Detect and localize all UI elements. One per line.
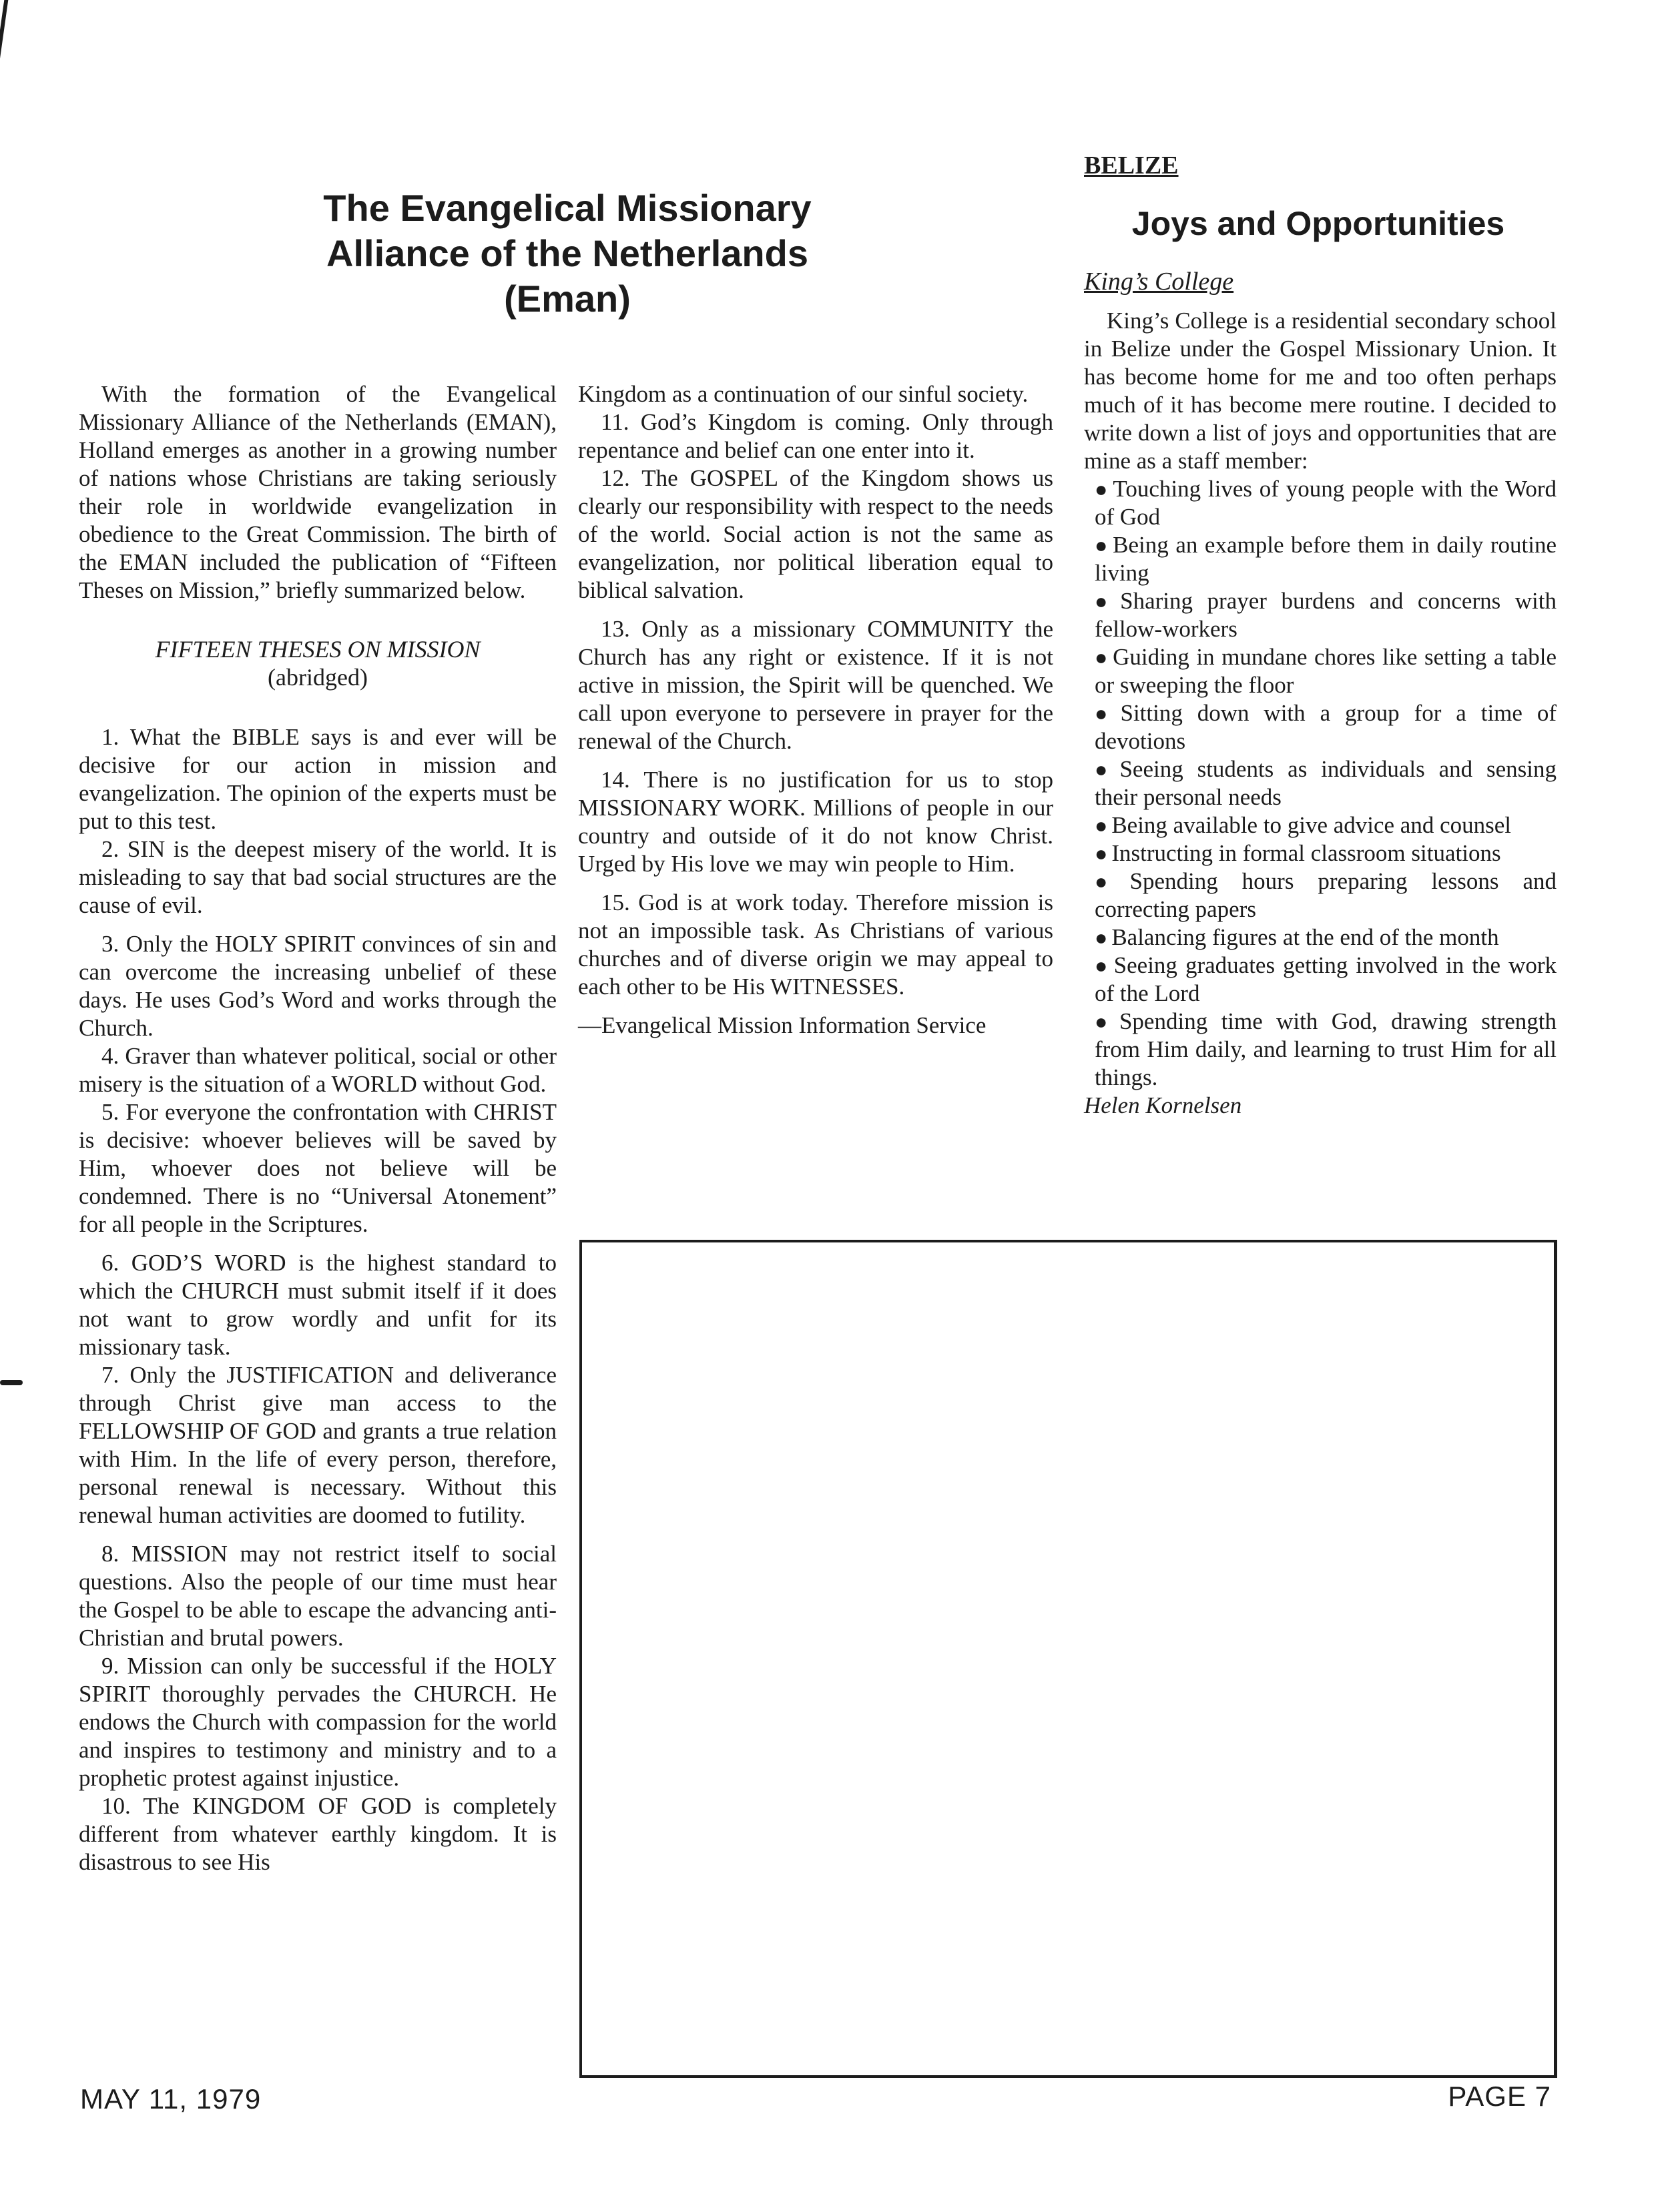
list-item: ● Sharing prayer burdens and concerns with fellow-workers — [1095, 588, 1557, 642]
footer-page-number: PAGE 7 — [1448, 2081, 1551, 2112]
belize-column — [1084, 307, 1557, 1120]
article-column-1 — [79, 380, 557, 1876]
list-item: ● Sitting down with a group for a time of devotions — [1095, 700, 1557, 754]
article-title-line-1: The Evangelical Missionary — [323, 187, 812, 229]
thesis-10-continued: Kingdom as a continuation of our sinful society. — [578, 381, 1029, 407]
bullet-dot-icon: ● — [1095, 589, 1117, 613]
article-title-line-2: Alliance of the Netherlands — [326, 232, 808, 274]
thesis-1: 1. What the BIBLE says is and ever will be decisive for our action in mission and evangelization. The opinion of the experts must be put to this test. — [79, 724, 557, 834]
bullet-dot-icon: ● — [1095, 701, 1117, 725]
bullet-dot-icon: ● — [1095, 841, 1108, 865]
scan-edge-mark — [0, 1380, 23, 1385]
scan-corner-mark — [0, 0, 8, 60]
bullet-dot-icon: ● — [1095, 869, 1126, 893]
list-item: ● Spending time with God, drawing strength from Him daily, and learning to trust Him for all things. — [1095, 1008, 1557, 1090]
list-item: ● Spending hours preparing lessons and correcting papers — [1095, 868, 1557, 922]
thesis-14: 14. There is no justification for us to stop MISSIONARY WORK. Millions of people in our country and outside of it do not know Christ. Urged by His love we may win people to Him. — [578, 767, 1053, 877]
belize-bullet-list — [1084, 475, 1557, 1092]
belize-intro: King’s College is a residential secondary school in Belize under the Gospel Missionary Union. It has become home for me and too often perhaps much of it has become mere routine. I decided to write down a list of joys and opportunities that are mine as a staff member: — [1084, 308, 1557, 474]
bullet-dot-icon: ● — [1095, 757, 1116, 781]
thesis-4: 4. Graver than whatever political, social or other misery is the situation of a WORLD without God. — [79, 1043, 557, 1097]
bullet-dot-icon: ● — [1095, 813, 1108, 837]
article-intro: With the formation of the Evangelical Missionary Alliance of the Netherlands (EMAN), Holland emerges as another in a growing number of nations whose Christians are taking seriously their role in worldwide evangelization in obedience to the Great Commission. The birth of the EMAN included the publication of “Fifteen Theses on Mission,” briefly summarized below. — [79, 381, 557, 603]
list-item: ● Instructing in formal classroom situations — [1095, 840, 1501, 866]
thesis-2: 2. SIN is the deepest misery of the world. It is misleading to say that bad social structures are the cause of evil. — [79, 836, 557, 918]
list-item: ● Balancing figures at the end of the month — [1095, 924, 1499, 950]
list-item: ● Guiding in mundane chores like setting a table or sweeping the floor — [1095, 644, 1557, 698]
belize-title: Joys and Opportunities — [1131, 205, 1505, 242]
thesis-5: 5. For everyone the confrontation with CHRIST is decisive: whoever believes will be saved by Him, whoever does not believe will be condemned. There is no “Universal Atonement” for all people in the Scriptures. — [79, 1099, 557, 1237]
belize-signature: Helen Kornelsen — [1084, 1092, 1242, 1118]
footer-date: MAY 11, 1979 — [80, 2083, 262, 2115]
article-attribution: —Evangelical Mission Information Service — [578, 1012, 987, 1038]
bullet-dot-icon: ● — [1095, 954, 1110, 978]
list-item: ● Being available to give advice and counsel — [1095, 812, 1512, 838]
thesis-9: 9. Mission can only be successful if the HOLY SPIRIT thoroughly pervades the CHURCH. He endows the Church with compassion for the world and inspires to testimony and ministry and to a prophetic protest against injustice. — [79, 1653, 557, 1791]
bullet-dot-icon: ● — [1095, 926, 1108, 950]
thesis-13: 13. Only as a missionary COMMUNITY the Church has any right or existence. If it is not active in mission, the Spirit will be quenched. We call upon everyone to persevere in prayer for the renewal of the Church. — [578, 616, 1053, 754]
article-column-2 — [578, 380, 1053, 1040]
bullet-dot-icon: ● — [1095, 1010, 1115, 1034]
thesis-3: 3. Only the HOLY SPIRIT convinces of sin and can overcome the increasing unbelief of these days. He uses God’s Word and works through the Church. — [79, 931, 557, 1041]
list-item: ● Being an example before them in daily routine living — [1095, 532, 1557, 586]
belize-section-label: BELIZE — [1084, 151, 1179, 179]
theses-heading: FIFTEEN THESES ON MISSION — [155, 636, 481, 663]
theses-subheading: (abridged) — [268, 664, 368, 691]
thesis-6: 6. GOD’S WORD is the highest standard to which the CHURCH must submit itself if it does not want to grow wordly and unfit for its missionary task. — [79, 1250, 557, 1360]
thesis-15: 15. God is at work today. Therefore mission is not an impossible task. As Christians of various churches and of diverse origin we may appeal to each other to be His WITNESSES. — [578, 889, 1053, 1000]
bullet-dot-icon: ● — [1095, 477, 1109, 501]
belize-subhead: King’s College — [1084, 268, 1234, 296]
list-item: ● Seeing graduates getting involved in the work of the Lord — [1095, 952, 1557, 1006]
article-title-line-3: (Eman) — [504, 278, 631, 320]
thesis-10: 10. The KINGDOM OF GOD is completely different from whatever earthly kingdom. It is disastrous to see His — [79, 1793, 557, 1875]
bullet-dot-icon: ● — [1095, 645, 1109, 669]
article-title — [294, 186, 841, 322]
thesis-11: 11. God’s Kingdom is coming. Only through repentance and belief can one enter into it. — [578, 409, 1053, 463]
list-item: ● Seeing students as individuals and sensing their personal needs — [1095, 756, 1557, 810]
thesis-8: 8. MISSION may not restrict itself to social questions. Also the people of our time must hear the Gospel to be able to escape the advancing anti-Christian and brutal powers. — [79, 1541, 557, 1651]
list-item: ● Touching lives of young people with the Word of God — [1095, 476, 1557, 530]
thesis-12: 12. The GOSPEL of the Kingdom shows us clearly our responsibility with respect to the needs of the world. Social action is not the same as evangelization, nor political liberation equal to biblical salvation. — [578, 465, 1053, 603]
empty-photo-box — [579, 1240, 1557, 2078]
thesis-7: 7. Only the JUSTIFICATION and deliverance through Christ give man access to the FELLOWSHIP OF GOD and grants a true relation with Him. In the life of every person, therefore, personal renewal is necessary. Without this renewal human activities are doomed to futility. — [79, 1362, 557, 1528]
bullet-dot-icon: ● — [1095, 533, 1109, 557]
